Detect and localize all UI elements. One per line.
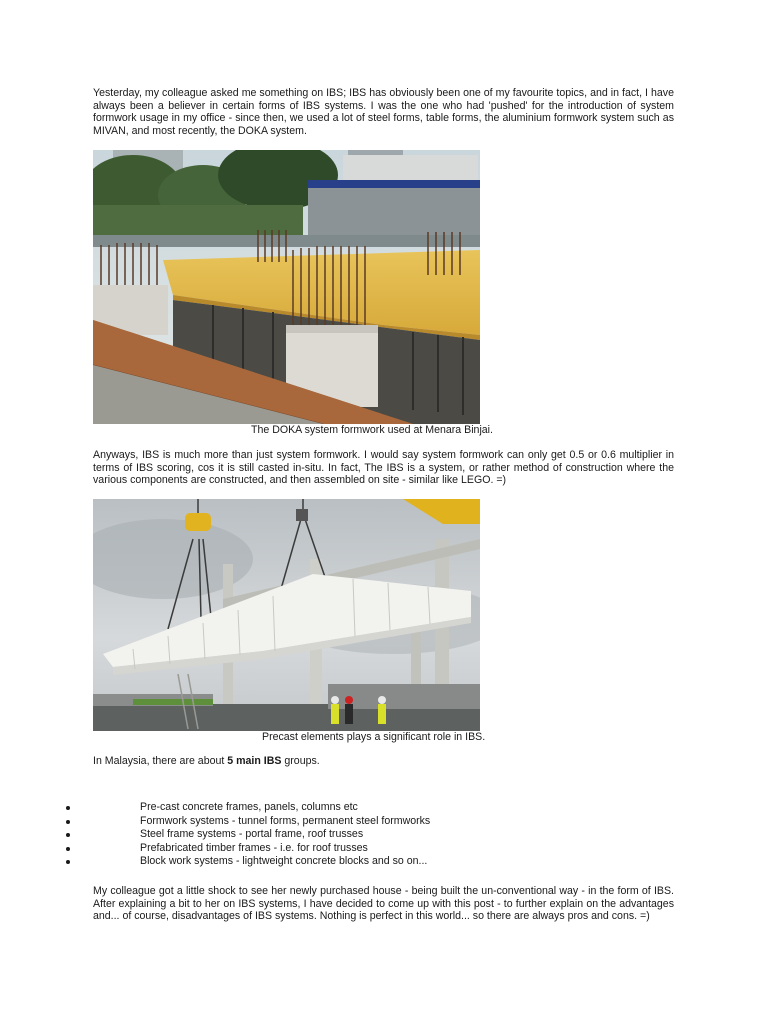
intro-paragraph: Yesterday, my colleague asked me something on IBS; IBS has obviously been one of my favourite topics, and in fact, I have always been a believer in certain forms of IBS systems. I was the one who had 'pushed' for the introduction of system formwork usage in my office - since then, we used a lot of steel forms, table forms, the aluminium formwork system such as MIVAN, and most recently, the DOKA system. (93, 87, 674, 137)
groups-intro-paragraph (93, 755, 674, 768)
bullet-icon (66, 833, 70, 837)
ibs-explanation-paragraph: Anyways, IBS is much more than just system formwork. I would say system formwork can only get 0.5 or 0.6 multiplier in terms of IBS scoring, cos it is still casted in-situ. In fact, The IBS is a system, or rather method of construction where the various components are constructed, and then assembled on site - similar like LEGO. =) (93, 449, 674, 487)
list-item (66, 801, 430, 815)
photo2-caption: Precast elements plays a significant role in IBS. (262, 731, 486, 743)
ibs-groups-list (66, 801, 430, 869)
groups-intro-prefix: In Malaysia, there are about (93, 755, 228, 767)
bullet-icon (66, 820, 70, 824)
list-item (66, 815, 430, 829)
list-item (66, 855, 430, 869)
list-item-text: Block work systems - lightweight concrete blocks and so on... (140, 855, 428, 868)
bullet-icon (66, 806, 70, 810)
groups-intro-bold: 5 main IBS (227, 755, 282, 767)
doka-formwork-photo (93, 150, 480, 424)
list-item-text: Pre-cast concrete frames, panels, columns etc (140, 801, 358, 813)
list-item (66, 842, 430, 856)
groups-intro-suffix: groups. (281, 755, 320, 767)
bullet-icon (66, 847, 70, 851)
list-item-text: Steel frame systems - portal frame, roof trusses (140, 828, 364, 841)
closing-paragraph: My colleague got a little shock to see her newly purchased house - being built the un-conventional way - in the form of IBS. After explaining a bit to her on IBS systems, I have decided to come up with this post - to further explain on the advantages and... of course, disadvantages of IBS systems. Nothing is perfect in this world... so there are always pros and cons. =) (93, 885, 674, 923)
list-item-text: Prefabricated timber frames - i.e. for roof trusses (140, 841, 368, 854)
precast-lift-photo (93, 499, 480, 731)
photo1-caption: The DOKA system formwork used at Menara Binjai. (251, 424, 493, 436)
list-item-text: Formwork systems - tunnel forms, permanent steel formworks (140, 814, 431, 827)
bullet-icon (66, 860, 70, 864)
list-item (66, 828, 430, 842)
